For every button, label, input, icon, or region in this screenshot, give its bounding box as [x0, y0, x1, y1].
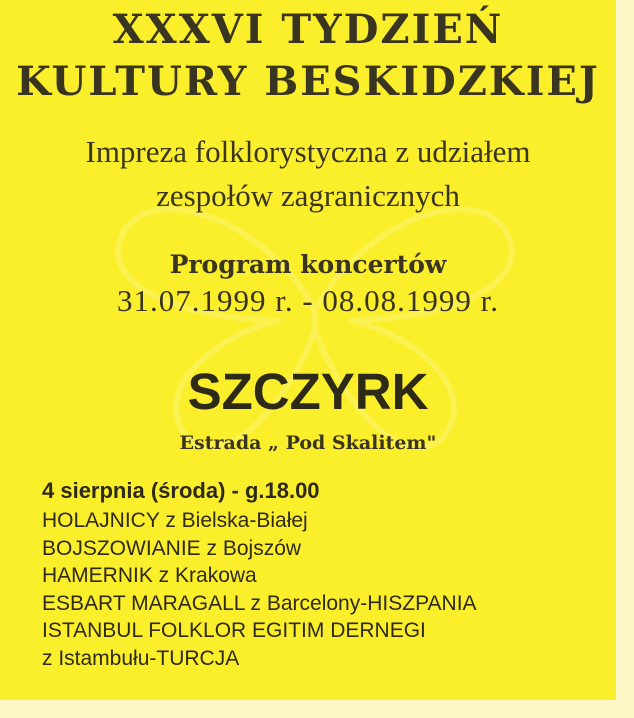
concert-date: 4 sierpnia (środa) - g.18.00 — [42, 478, 320, 503]
ensemble-item: z Istambułu-TURCJA — [42, 646, 240, 670]
event-dates: 31.07.1999 r. - 08.08.1999 r. — [116, 283, 500, 318]
title-line-2: KULTURY BESKIDZKIEJ — [16, 58, 600, 105]
city-name: SZCZYRK — [187, 363, 429, 420]
ensemble-item: BOJSZOWIANIE z Bojszów — [42, 536, 302, 560]
subtitle-line-2: zespołów zagranicznych — [156, 178, 460, 213]
ensemble-item: HAMERNIK z Krakowa — [42, 564, 257, 587]
ensemble-list — [42, 507, 477, 672]
title-line-1: XXXVI TYDZIEŃ — [112, 6, 504, 53]
scan-margin-bottom — [0, 700, 634, 718]
program-heading: Program koncertów — [169, 250, 447, 279]
scan-margin-right — [616, 0, 634, 718]
ensemble-item: ESBART MARAGALL z Barcelony-HISZPANIA — [42, 591, 477, 615]
subtitle-line-1: Impreza folklorystyczna z udziałem — [85, 134, 531, 169]
venue-name: Estrada „ Pod Skalitem" — [179, 432, 437, 454]
ensemble-item: HOLAJNICY z Bielska-Białej — [42, 509, 308, 532]
ensemble-item: ISTANBUL FOLKLOR EGITIM DERNEGI — [42, 619, 426, 642]
